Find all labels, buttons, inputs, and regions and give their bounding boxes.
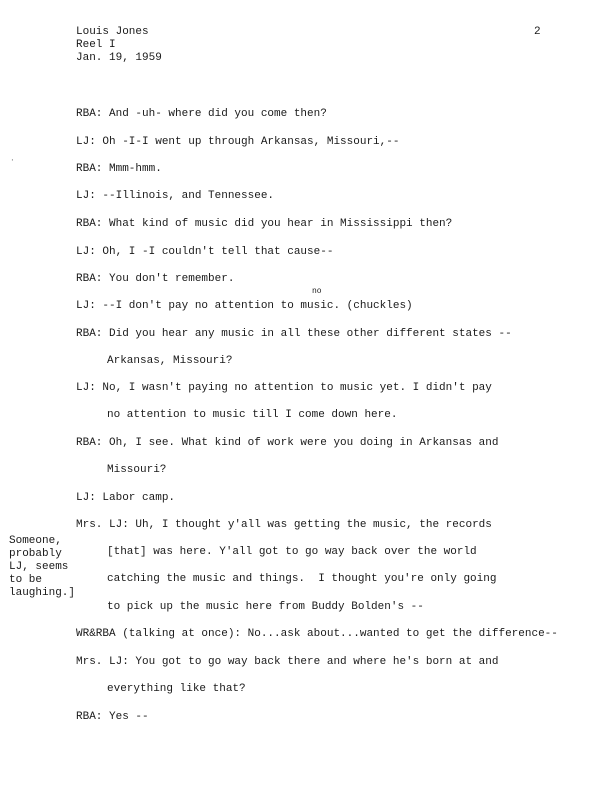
transcript-line: RBA: Mmm-hmm. bbox=[76, 163, 162, 175]
transcript-line: RBA: Did you hear any music in all these other different states -- bbox=[76, 328, 512, 340]
transcript-line: LJ: Labor camp. bbox=[76, 492, 176, 504]
transcript-line: LJ: No, I wasn't paying no attention to music yet. I didn't pay bbox=[76, 382, 492, 394]
transcript-line: RBA: You don't remember. bbox=[76, 273, 235, 285]
page-number: 2 bbox=[534, 26, 541, 38]
transcript-line-continued: [that] was here. Y'all got to go way back over the world bbox=[107, 546, 477, 558]
interview-date: Jan. 19, 1959 bbox=[76, 52, 162, 64]
transcript-line: Mrs. LJ: Uh, I thought y'all was getting the music, the records bbox=[76, 519, 492, 531]
margin-note: Someone, probably LJ, seems to be laughing.] bbox=[9, 535, 76, 599]
transcript-line: RBA: What kind of music did you hear in Mississippi then? bbox=[76, 218, 453, 230]
transcript-line-continued: to pick up the music here from Buddy Bolden's -- bbox=[107, 601, 424, 613]
transcript-line: WR&RBA (talking at once): No...ask about...wanted to get the difference-- bbox=[76, 628, 558, 640]
transcript-line-continued: catching the music and things. I thought you're only going bbox=[107, 573, 497, 585]
reel-label: Reel I bbox=[76, 39, 116, 51]
transcript-line-continued: no attention to music till I come down here. bbox=[107, 409, 398, 421]
transcript-line: RBA: And -uh- where did you come then? bbox=[76, 108, 327, 120]
transcript-line-continued: Arkansas, Missouri? bbox=[107, 355, 233, 367]
transcript-line: LJ: Oh, I -I couldn't tell that cause-- bbox=[76, 246, 334, 258]
transcript-line: Mrs. LJ: You got to go way back there and where he's born at and bbox=[76, 656, 499, 668]
transcript-line: LJ: Oh -I-I went up through Arkansas, Missouri,-- bbox=[76, 136, 400, 148]
transcript-line: LJ: --Illinois, and Tennessee. bbox=[76, 190, 275, 202]
transcript-line: LJ: --I don't pay no attention to music. (chuckles) bbox=[76, 300, 413, 312]
transcript-line: RBA: Yes -- bbox=[76, 711, 149, 723]
handwritten-insertion: no bbox=[312, 287, 322, 296]
scan-speck: · bbox=[10, 156, 15, 165]
interviewee-name: Louis Jones bbox=[76, 26, 149, 38]
transcript-line-continued: everything like that? bbox=[107, 683, 246, 695]
transcript-line: RBA: Oh, I see. What kind of work were you doing in Arkansas and bbox=[76, 437, 499, 449]
transcript-line-continued: Missouri? bbox=[107, 464, 167, 476]
